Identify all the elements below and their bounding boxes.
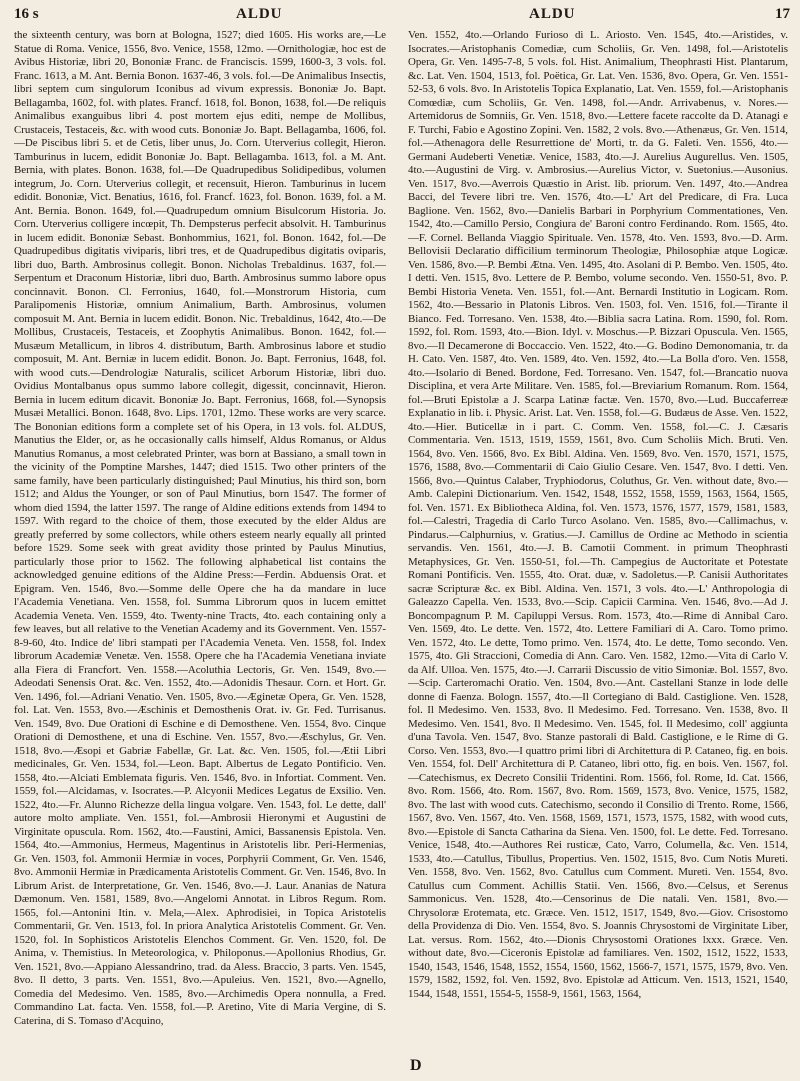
page-number-left: 16 s bbox=[14, 6, 39, 22]
right-column bbox=[408, 29, 788, 1059]
running-head-right: ALDU bbox=[529, 6, 576, 22]
running-header bbox=[14, 6, 790, 28]
left-column bbox=[14, 29, 386, 1059]
left-column-text: the sixteenth century, was born at Bologna, 1527; died 1605. His works are,—Le Statue di Roma. Venice, 1556, 8vo. Venice, 1558, 12mo. —Ornithologiæ, hoc est de Avibus Historiæ, libri 20, Bononiæ Franc. de Franciscis. 1599, 1600-3, 3 vols. fol. Franc. 1613, a M. Ant. Bernia Bonon. 1637-46, 3 vols. fol.—De Animalibus Insectis, libri septem cum singulorum Iconibus ad vivum expressis. Bononiæ Jo. Bapt. Bellagamba, 1602, fol. with plates. Francf. 1618, fol. Bonon, 1638, fol.—De reliquis Animalibus exanguibus libri 4. post mortem ejus editi, nempe de Mollibus, Crustaceis, Testaceis, &c. with wood cuts. Bononiæ Jo. Bapt. Bellagamba, 1606, fol.—De Piscibus libri 5. et de Cetis, liber unus, Jo. Corn. Uterverius collegit, Hieron. Tamburinus in lucem, edidit Bononiæ Jo. Bapt. Bellagamba. 1613, fol. a M. Ant. Bernia, with plates. Bonon. 1638, fol.—De Quadrupedibus Solidipedibus, volumen integrum, Jo. Corn. Uterverius collegit, et recensuit, Hieron. Tamburinus in lucem edidit. Bononiæ, Vict. Benatius, 1616, fol. Francf. 1623, fol. Bonon. 1639, fol. a M. Ant. Bernia. Bonon. 1649, fol.—Quadrupedum omnium Bisulcorum Historia. Jo. Corn. Uterverius colligere incœpit, Th. Dempsterus perfecit absolvit. H. Tamburinus in lucem edidit. Bononiæ Sebast. Bonhommius, 1621, fol. Bonon. 1642, fol.—De Quadrupedibus digitatis viviparis, libri tres, et de Quadrupedibus digitatis oviparis, libri duo, Barth. Ambrosinus collegit. Bonon. Nicholas Trebaldinus. 1637, fol.—Serpentum et Draconum Historiæ, libri duo, Barth. Ambrosinus summo labore opus concinnavit. Bonon. Cl. Ferronius, 1640, fol.—Monstrorum Historia, cum Paralipomenis Historiæ, omnium Animalium, Barth. Ambrosinus, volumen composuit M. Ant. Bernia in lucem edidit. Bonon. Nic. Trebaldinus, 1642, 4to.—De Mollibus, Crustaceis, Testaceis, et Zoophytis Animalibus. Bonon. 1642, fol.—Musæum Metallicum, in libros 4. distributum, Barth. Ambrosinus labore et studio composuit, M. Ant. Berniæ in lucem edidit. Bonon. Jo. Bapt. Ferronius, 1648, fol. with wood cuts.—Dendrologiæ Naturalis, scilicet Arborum Historiæ, libri duo. Ovidius Montalbanus opus summo labore collegit, digessit, concinnavit, Hieron. Bernia in lucem editum dicavit. Bononiæ Jo. Bapt. Ferronius, 1668, fol.—Synopsis Musæi Metallici. Bonon. 1648, 8vo. Lips. 1701, 12mo. These works are very scarce. The Bononian editions form a complete set of his Opera, in 13 vols. fol. ALDUS, Manutius the Elder, or, as he occasionally calls himself, Aldus Romanus, or Aldus Manutius Romanus, a most celebrated Printer, was born at Bassiano, a small town in the vicinity of the Pomptine Marshes, 1447; died 1515. Two other printers of the same family, have been particularly distinguished; Paul Minutius, his third son, born 1512; and Aldus the Younger, or son of Paul Minutius, born 1547. The former of whom died 1594, the latter 1597. The range of Aldine editions extends from 1494 to 1597. With regard to the choice of them, those executed by the elder Aldus are greatly preferred by some collectors, while others esteem nearly equally all printed before 1529. Some seek with great avidity those printed by Paulus Minutius, particularly those prior to 1562. The following alphabetical list contains the acknowledged genuine editions of the Aldine Press:—Ferdin. Abduensis Orat. et Epigram. Ven. 1546, 8vo.—Somme delle Opere che ha da mandare in luce l'Academia Venetiana. Ven. 1558, fol. Summa Librorum quos in lucem emittet Academia Veneta. Ven. 1559, 4to. Twenty-nine Tracts, 4to. each containing only a few leaves, but all relative to the Venetian Academy and its Government. Ven. 1557-8-9-60, 4to. Indice de' libri stampati per l'Academia Veneta. Ven. 1558, fol. Index librorum Academiæ Venetæ. Ven. 1558. Opere che ha l'Academia Venetiana inviate alla Fiera di Francfort. Ven. 1558.—Acoluthia Lectoris, Gr. Ven. 1549, 8vo.—Adeodati Senensis Orat. &c. Ven. 1552, 4to.—Adonidis Thesaur. Corn. et Hort. Gr. Ven. 1496, fol.—Adriani Venatio. Ven. 1505, 8vo.—Æginetæ Opera, Gr. Ven. 1528, fol. Lat. Ven. 1553, 8vo.—Æschinis et Demosthenis Orat. iv. Gr. Fed. Turrisanus. Ven. 1549, 8vo. Due Orationi di Eschine e di Demosthene. Ven. 1554, 8vo. Cinque Orationi di Demosthene, et una di Eschine. Ven. 1557, 8vo.—Æschylus, Gr. Ven. 1518, 8vo.—Æsopi et Gabriæ Fabellæ, Gr. Lat. &c. Ven. 1505, fol.—Ætii Libri medicinales, Gr. Ven. 1534, fol.—Leon. Bapt. Albertus de Legato Pontificio. Ven. 1558, 4to.—Alciati Emblemata figuris. Ven. 1546, 8vo. in Infortiat. Comment. Ven. 1559, fol.—Alcidamas, v. Isocrates.—P. Alcyonii Medices Legatus de Exsilio. Ven. 1522, 4to.—Fr. Alunno Richezze della lingua volgare. Ven. 1543, fol. Le dette, dall' autore molto ampliate. Ven. 1551, fol.—Ambrosii Hieronymi et Augustini de Virginitate opuscula. Rom. 1562, 4to.—Faustini, Amici, Bassanensis Epistola. Ven. 1564, 4to.—Ammonius, Hermeus, Magentinus in Aristotelis libr. Peri-Hermenias, Gr. Ven. 1503, fol. Ammonii Hermiæ in voces, Porphyrii Comment, Gr. Ven. 1546, 8vo. Ammonii Hermiæ in Prædicamenta Aristotelis Comment. Gr. Ven. 1546, 8vo. In Librum Arist. de Interpretatione, Gr. Ven. 1546, 8vo.—J. Laur. Ananias de Natura Dæmonum. Ven. 1581, 1589, 8vo.—Angelomi Annotat. in Libros Regum. Rom. 1565, fol.—Antonini Itin. v. Mela,—Alex. Aphrodisiei, in Topica Aristotelis Commentarii, Gr. Ven. 1513, fol. In priora Analytica Aristotelis Comment. Gr. Ven. 1520, fol. In Sophisticos Aristotelis Elenchos Comment. Gr. Ven. 1520, fol. De Anima, v. Themistius. In Meteorologica, v. Philoponus.—Apollonius Rhodius, Gr. Ven. 1521, 8vo.—Appiano Alessandrino, trad. da Aless. Braccio, 3 parts. Ven. 1545, 8vo. Il detto, 3 parts. Ven. 1551, 8vo.—Apuleius. Ven. 1521, 8vo.—Agnello, Comedia del Medesimo. Ven. 1585, 8vo.—Archimedis Opera nonnulla, a Fred. Commandino Lat. facta. Ven. 1558, fol.—P. Aretino, Vite di Maria Vergine, di S. Caterina, di S. Tomaso d'Acquino, bbox=[14, 29, 386, 1027]
running-head-left: ALDU bbox=[236, 6, 283, 22]
right-column-text: Ven. 1552, 4to.—Orlando Furioso di L. Ariosto. Ven. 1545, 4to.—Aristides, v. Isocrates.—Aristophanis Comediæ, cum Scholiis, Gr. Ven. 1498, fol.—Aristotelis Opera, Gr. Ven. 1495-7-8, 5 vols. fol. Hist. Animalium, Theophrasti Hist. Plantarum, &c. Lat. Ven. 1504, 1513, fol. Poëtica, Gr. Lat. Ven. 1536, 8vo. Opera, Gr. Ven. 1551-52-53, 6 vols. 8vo. In Aristotelis Topica Explanatio, Lat. Ven. 1559, fol.—Aristophanis Comœdiæ, cum Scholiis, Gr. Ven. 1498, fol.—Andr. Arrivabenus, v. Nores.—Artemidorus de Somniis, Gr. Ven. 1518, 8vo.—Lettere facete raccolte da D. Atanagi e F. Turchi, Fabio e Agostino Zopini. Ven. 1582, 2 vols. 8vo.—Athenæus, Gr. Ven. 1514, fol.—Athenagora delle Resurrettione de' Morti, tr. da G. Faleti. Ven. 1556, 4to.—Germani Audeberti Venetiæ. Venice, 1583, 4to.—J. Aurelius Augurellus. Ven. 1505, 4to.—Augustini de Virg. v. Ambrosius.—Aurelius Victor, v. Suetonius.—Ausonius. Ven. 1517, 8vo.—Averrois Quæstio in Arist. lib. priorum. Ven. 1497, 4to.—Andrea Bacci, del Tevere libri tre. Ven. 1576, 4to.—L' Art del Predicare, di Fra. Luca Baglione. Ven. 1562, 8vo.—Danielis Barbari in Porphyrium Commentationes, Ven. 1542, 4to.—Camillo Persio, Congiura de' Baroni contro Ferdinando. Rom. 1565, 4to.—F. Cornel. Bellanda Viaggio Spirituale. Ven. 1578, 4to. Ven. 1593, 8vo.—D. Arm. Bellovisii Declaratio difficilium terminorum Theologiæ, Philosophiæ atque Logicæ. Ven. 1586, 8vo.—P. Bembi Ætna. Ven. 1495, 4to. Asolani di P. Bembo. Ven. 1505, 4to. I detti. Ven. 1515, 8vo. Lettere de P. Bembo, volume secondo. Ven. 1550-51, 8vo. P. Bembi Historia Veneta. Ven. 1551, fol.—Ant. Bernardi Institutio in Logicam. Rom. 1562, 4to.—Bessario in Platonis Libros. Ven. 1503, fol. Ven. 1516, fol.—Tirante il Bianco. Fed. Torresano. Ven. 1538, 4to.—Biblia sacra Latina. Rom. 1590, fol. Rom. 1592, fol. Rom. 1593, 4to.—Bion. Idyl. v. Moschus.—P. Bizzari Opuscula. Ven. 1565, 8vo.—Il Decamerone di Boccaccio. Ven. 1522, 4to.—G. Bodino Demonomania, tr. da H. Cato. Ven. 1587, 4to. Ven. 1589, 4to. Ven. 1592, 4to.—La Bolla d'oro. Ven. 1558, 4to.—Isolario di Bened. Bordone, Fed. Torresano. Ven. 1547, fol.—Brancatio nuova Disciplina, et vera Arte Militare. Ven. 1585, fol.—Breviarium Romanum. Rom. 1564, fol.—Bruti Epistolæ a J. Scarpa Latinæ factæ. Ven. 1570, 8vo.—Lud. Buccaferreæ Explanatio in lib. i. Physic. Arist. Lat. Ven. 1558, fol.—G. Budæus de Asse. Ven. 1522, 4to.—Hier. Buticellæ in i part. C. Comm. Ven. 1558, fol.—C. J. Cæsaris Commentaria. Ven. 1513, 1519, 1559, 1561, 8vo. Cum Scholiis Mich. Bruti. Ven. 1564, 8vo. Ven. 1566, 8vo. Ex Bibl. Aldina. Ven. 1569, 8vo. Ven. 1570, 1571, 1575, 1576, 1588, 8vo.—Commentarii di Caio Giulio Cesare. Ven. 1547, 8vo. I detti. Ven. 1566, 8vo.—Quintus Calaber, Tryphiodorus, Coluthus, Gr. Ven. without date, 8vo.—Amb. Calepini Dictionarium. Ven. 1542, 1548, 1552, 1558, 1559, 1563, 1564, 1565, fol. Ven. 1571. Ex Bibliotheca Aldina, fol. Ven. 1573, 1576, 1577, 1579, 1581, 1583, fol.—Calestri, Tragedia di Carlo Turco Asolano. Ven. 1585, 8vo.—Callimachus, v. Pindarus.—Calphurnius, v. Gratius.—J. Camillus de Ordine ac Methodo in scientia servandis. Ven. 1561, 4to.—J. B. Camotii Comment. in primum Theophrasti Metaphysices, Gr. Ven. 1550-51, fol.—Th. Campegius de Auctoritate et Potestate Romani Pontificis. Ven. 1555, 4to. Orat. duæ, v. Sadoletus.—P. Canisii Authoritates sacræ Scripturæ &c. ex Bibl. Aldina. Ven. 1571, 3 vols. 4to.—L' Anthropologia di Galeazzo Capella. Ven. 1533, 8vo.—Scip. Capicii Carmina. Ven. 1546, 8vo.—Ad J. Boncompagnum P. M. Capiluppi Versus. Rom. 1573, 4to.—Rime di Annibal Caro. Ven. 1569, 4to. Le dette. Ven. 1572, 4to. Lettere Familiari di A. Caro. Tomo primo. Ven. 1572, 4to. Le dette, Tomo primo. Ven. 1574, 4to. Le dette, Tomo secondo. Ven. 1575, 4to. Gli Straccioni, Comedia di Ann. Caro. Ven. 1582, 12mo.—Vita di Carlo V. da Alf. Ulloa. Ven. 1575, 4to.—J. Carrarii Discussio de vitio Simoniæ. Bol. 1557, 8vo.—Scip. Carteromachi Oratio. Ven. 1504, 8vo.—Ant. Castellani Stanze in lode delle donne di Faenza. Bologn. 1557, 4to.—Il Cortegiano di Bald. Castiglione. Ven. 1528, fol. Il Medesimo. Ven. 1533, 8vo. Il Medesimo. Fed. Torresano. Ven. 1538, 8vo. Il Medesimo. Ven. 1541, 8vo. Il Medesimo. Ven. 1545, fol. Il Medesimo, coll' aggiunta d'una Tavola. Ven. 1547, 8vo. Stanze pastorali di Bald. Castiglione, e le Rime di G. Corso. Ven. 1553, 8vo.—I quattro primi libri di Architettura di P. Cataneo, fig. en bois. Ven. 1554, fol. Dell' Architettura di P. Cataneo, libri otto, fig. en bois. Ven. 1567, fol.—Catechismus, ex Decreto Consilii Tridentini. Rom. 1566, fol. Rome, Id. Cat. 1566, 8vo. Rom. 1566, 4to. Rom. 1567, 8vo. Rom. 1569, 1573, 8vo. Venice, 1575, 1582, 8vo. The last with wood cuts. Catechismo, secondo il Consilio di Trento. Rome, 1566, 1567, 8vo. Ven. 1567, 4to. Ven. 1568, 1569, 1571, 1573, 1575, 1582, with wood cuts, 8vo.—Epistole di Sancta Catharina da Siena. Ven. 1500, fol. Le dette. Fed. Torresano. Venice, 1548, 4to.—Authores Rei rusticæ, Cato, Varro, Columella, &c. Ven. 1514, 1533, 4to.—Catullus, Tibullus, Propertius. Ven. 1502, 1515, 8vo. Cum Notis Mureti. Ven. 1558, 8vo. Ven. 1562, 8vo. Catullus cum Comment. Mureti. Ven. 1554, 8vo. Catullus cum Comment. Achillis Statii. Ven. 1566, 8vo.—Celsus, et Serenus Sammonicus. Ven. 1528, 4to.—Censorinus de Die natali. Ven. 1581, 8vo.—Chrysoloræ Erotemata, etc. Græce. Ven. 1512, 1517, 1549, 8vo.—Giov. Crisostomo della Providenza di Dio. Ven. 1554, 8vo. S. Joannis Chrysostomi de Virginitate Liber, Lat. versus. Rom. 1562, 4to.—Dionis Chrysostomi Orationes lxxx. Græce. Ven. without date, 8vo.—Ciceronis Epistolæ ad familiares. Ven. 1502, 1512, 1522, 1533, 1540, 1543, 1546, 1548, 1552, 1554, 1560, 1562, 1566-7, 1571, 1575, 1579, 8vo. Ven. 1579, 1582, 1592, fol. Ven. 1592, 8vo. Epistolæ ad Atticum. Ven. 1513, 1521, 1540, 1544, 1548, 1551, 1554-5, 1558-9, 1561, 1563, 1564, bbox=[408, 29, 788, 1000]
signature-mark: D bbox=[410, 1057, 422, 1074]
page-number-right: 17 bbox=[775, 6, 790, 22]
